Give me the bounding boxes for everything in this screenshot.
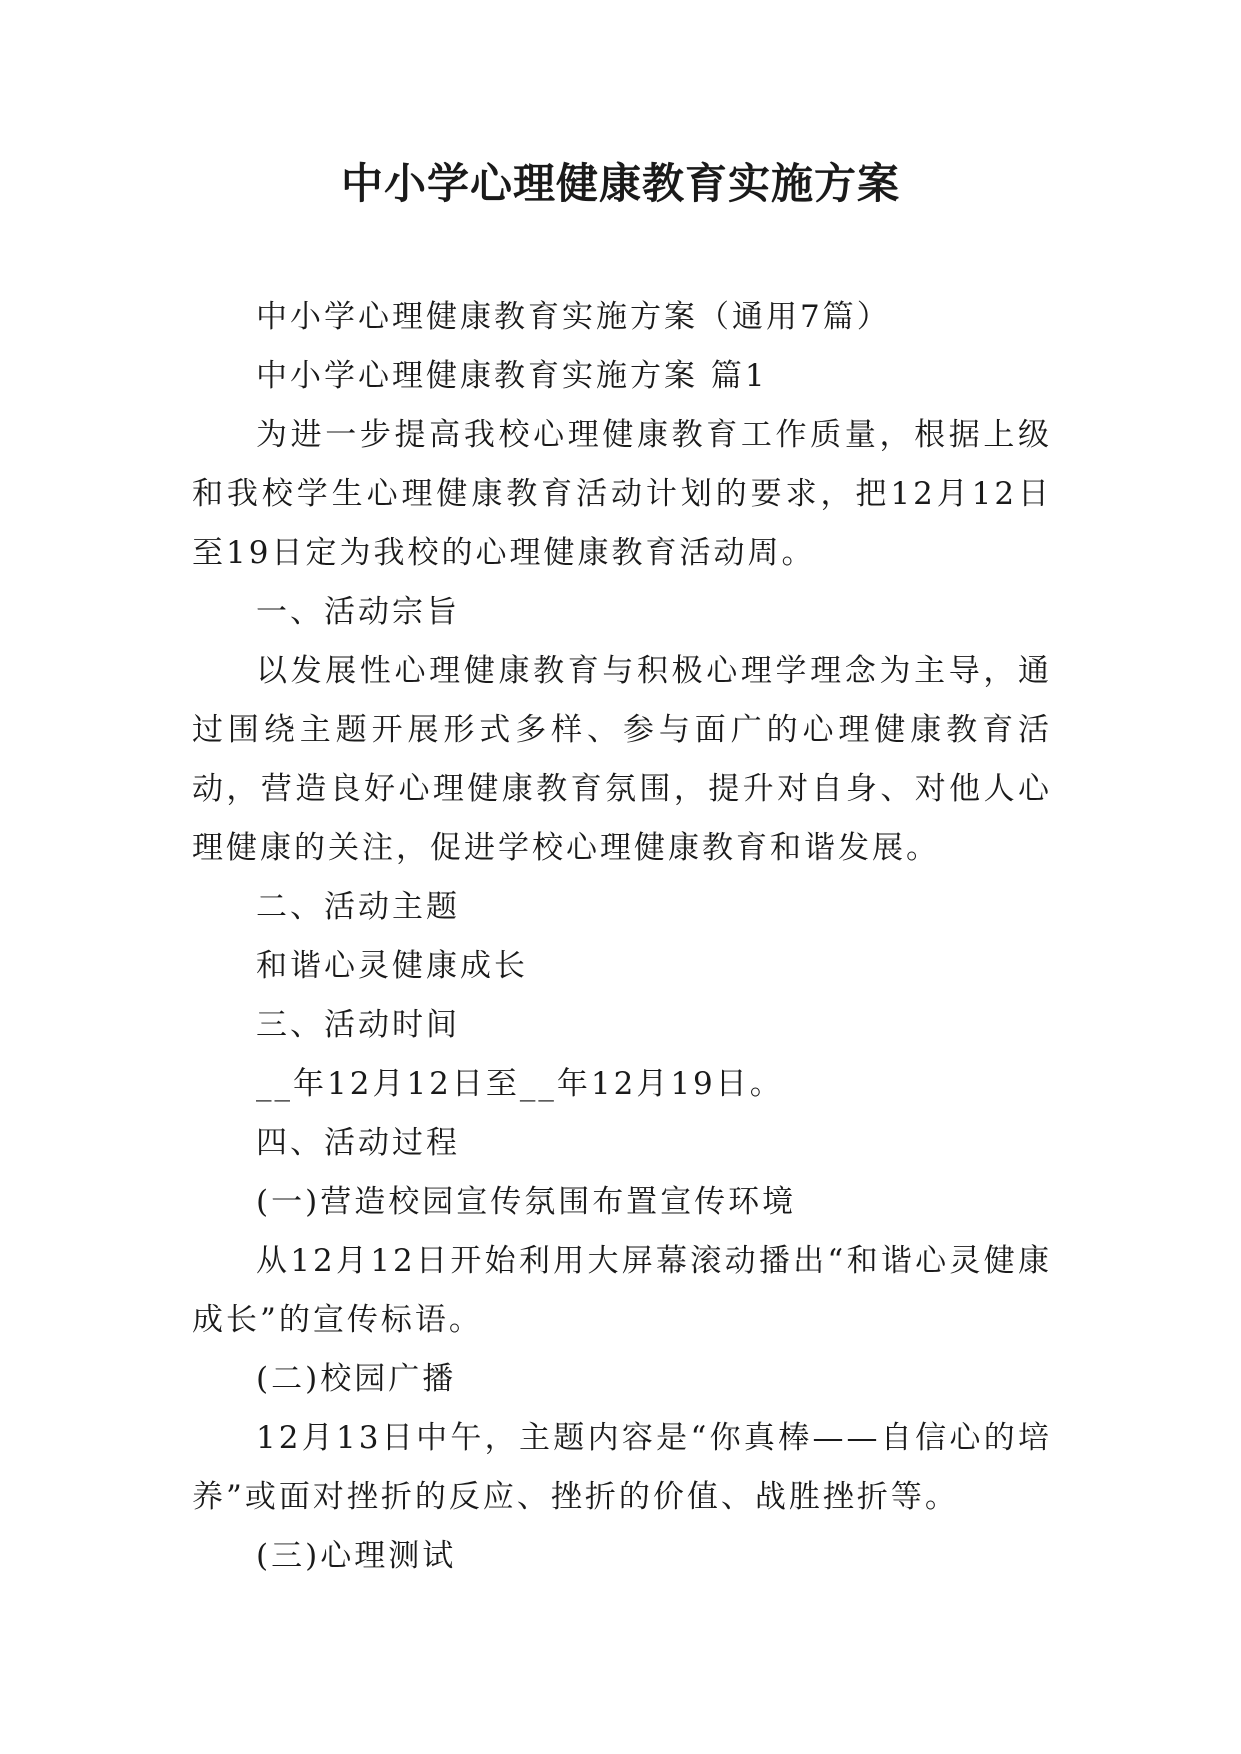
paragraph-subtitle: 中小学心理健康教育实施方案（通用7篇） (256, 299, 891, 335)
heading-campus-broadcast: (二)校园广播 (256, 1361, 457, 1397)
paragraph-section-heading: 中小学心理健康教育实施方案 篇1 (256, 358, 768, 394)
heading-activity-theme: 二、活动主题 (256, 889, 460, 925)
paragraph-campus-publicity: 从12月12日开始利用大屏幕滚动播出“和谐心灵健康成长”的宣传标语。 (192, 1243, 1052, 1338)
document-body (192, 288, 1052, 1586)
paragraph-campus-broadcast: 12月13日中午，主题内容是“你真棒——自信心的培养”或面对挫折的反应、挫折的价值、战胜挫折等。 (192, 1420, 1052, 1515)
paragraph-activity-time: __年12月12日至__年12月19日。 (256, 1066, 784, 1102)
heading-activity-time: 三、活动时间 (256, 1007, 460, 1043)
paragraph-intro: 为进一步提高我校心理健康教育工作质量，根据上级和我校学生心理健康教育活动计划的要求，把12月12日至19日定为我校的心理健康教育活动周。 (192, 417, 1052, 571)
document-title: 中小学心理健康教育实施方案 (340, 159, 900, 208)
heading-activity-purpose: 一、活动宗旨 (256, 594, 460, 630)
heading-campus-publicity: (一)营造校园宣传氛围布置宣传环境 (256, 1184, 797, 1220)
heading-activity-process: 四、活动过程 (256, 1125, 460, 1161)
paragraph-activity-theme: 和谐心灵健康成长 (256, 948, 528, 984)
heading-psych-test: (三)心理测试 (256, 1538, 457, 1574)
paragraph-activity-purpose: 以发展性心理健康教育与积极心理学理念为主导，通过围绕主题开展形式多样、参与面广的心理健康教育活动，营造良好心理健康教育氛围，提升对自身、对他人心理健康的关注，促进学校心理健康教育和谐发展。 (192, 653, 1052, 866)
